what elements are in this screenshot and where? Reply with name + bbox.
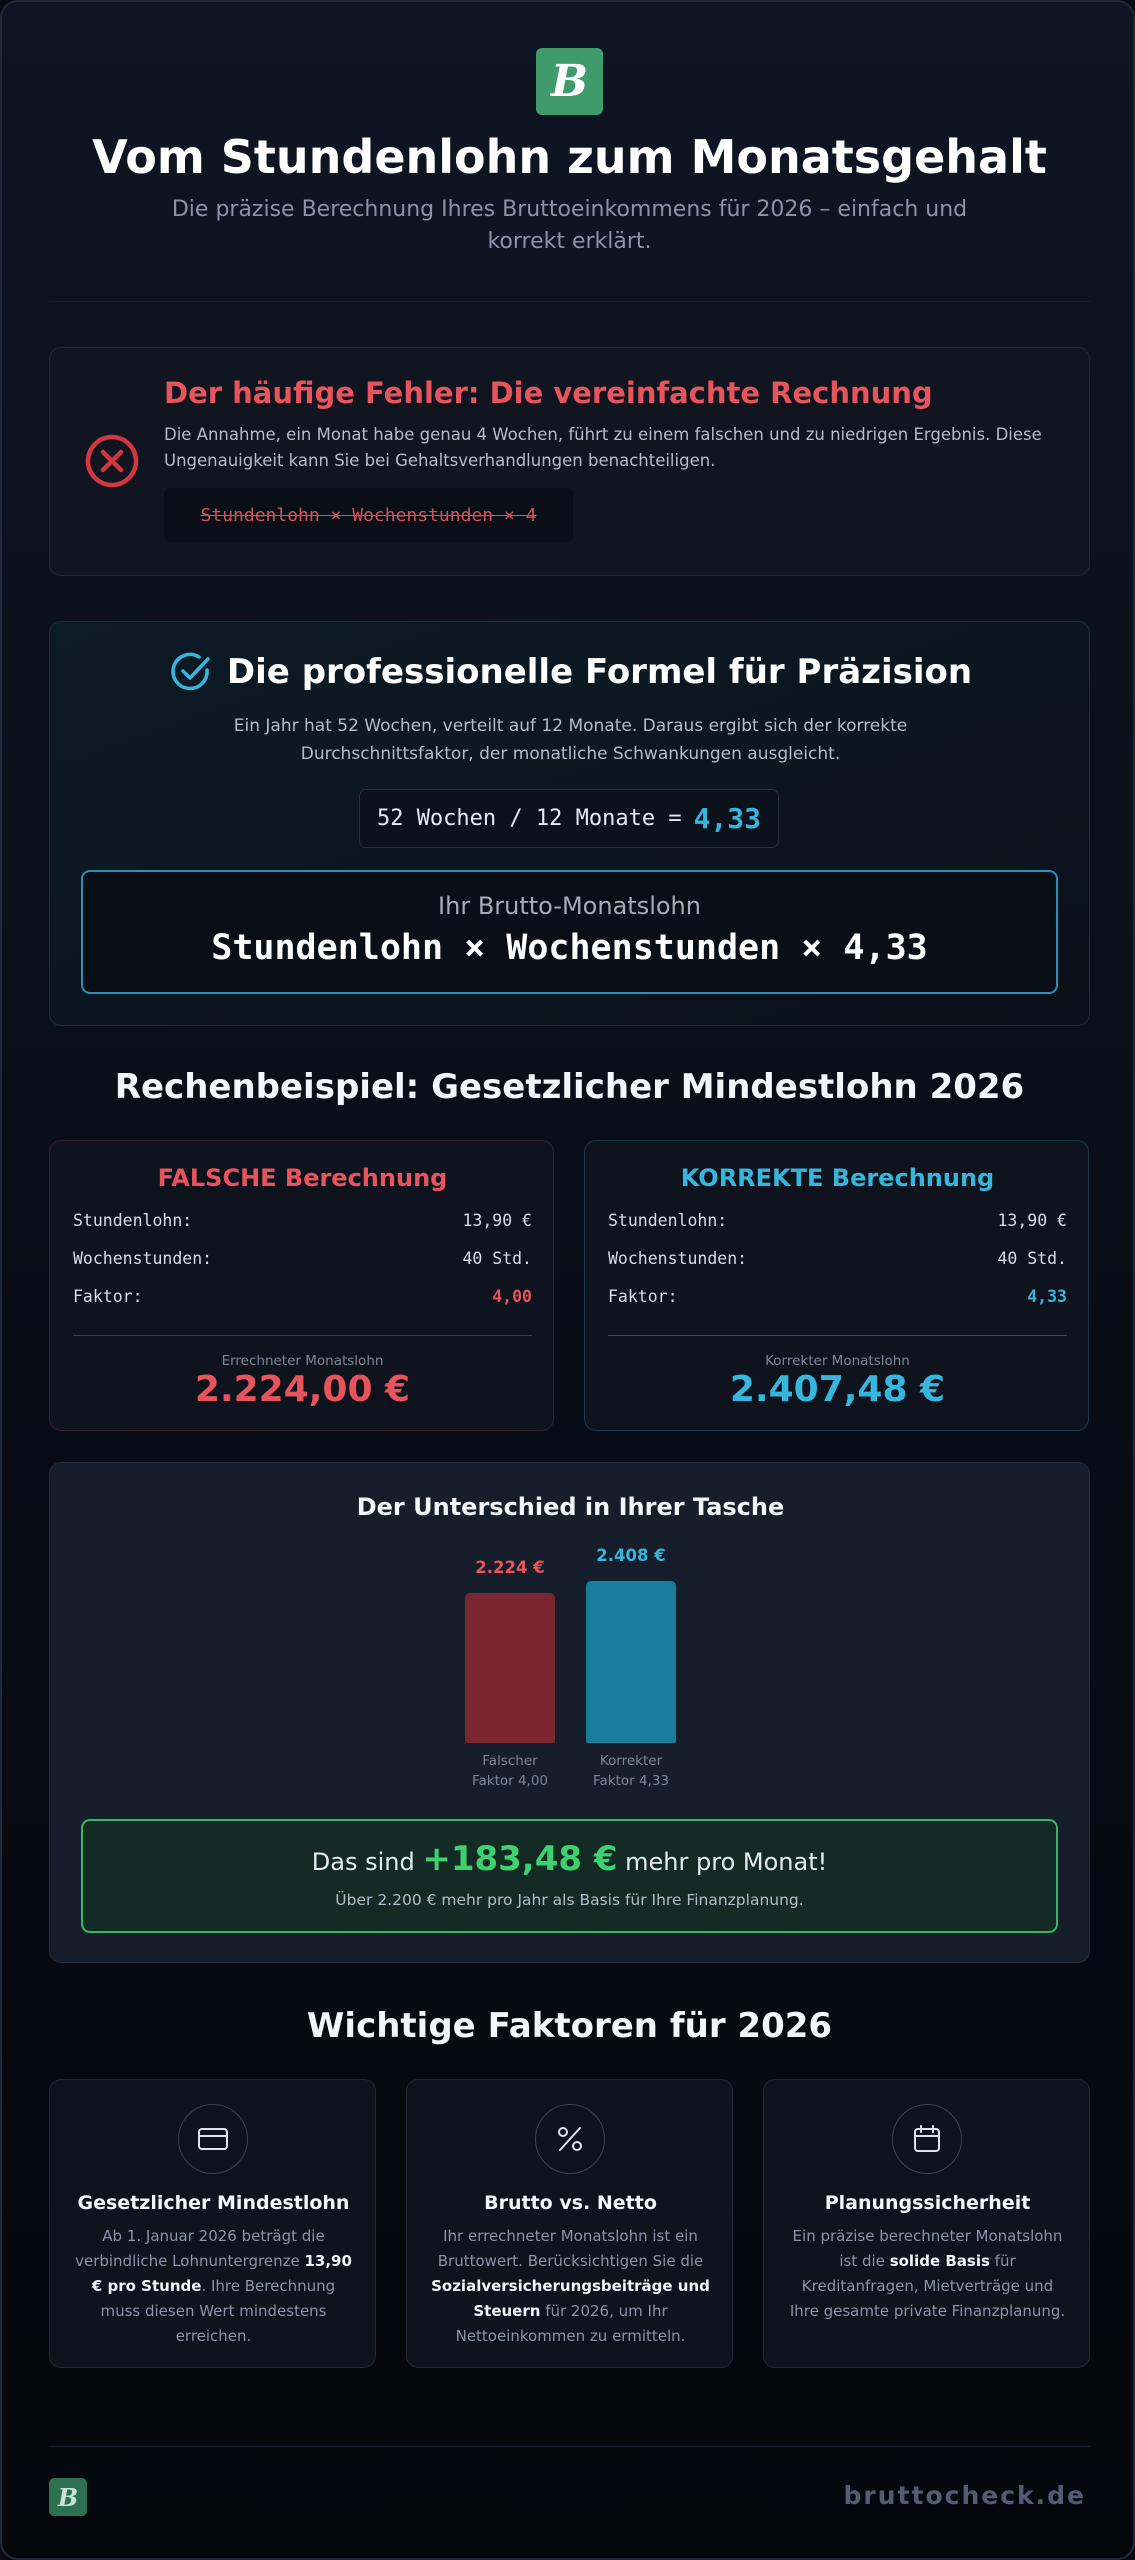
calc-row-value: 4,00 xyxy=(492,1287,532,1306)
factor-text-part: . Ihre Berechnung muss diesen Wert mindestens erreichen. xyxy=(100,2277,336,2345)
difference-card xyxy=(49,1462,1090,1963)
factor-text-part: Ihr errechneter Monatslohn ist ein Bruttowert. Berücksichtigen Sie die xyxy=(437,2227,704,2270)
factor-text-part: für Kreditanfragen, Mietverträge und Ihre gesamte private Finanzplanung. xyxy=(789,2252,1066,2320)
calc-row-label: Stundenlohn: xyxy=(73,1211,193,1230)
page-title: Vom Stundenlohn zum Monatsgehalt xyxy=(92,130,1047,184)
factor-text-part: für 2026, um Ihr Nettoeinkommen zu ermitteln. xyxy=(455,2302,686,2345)
calc-row-label: Faktor: xyxy=(73,1287,143,1306)
factor-text-part: Ein präzise berechneter Monatslohn ist die xyxy=(792,2227,1063,2270)
brutto-formula: Stundenlohn × Wochenstunden × 4,33 xyxy=(211,928,928,968)
divider xyxy=(608,1335,1067,1336)
factor-card-mindestlohn xyxy=(49,2079,376,2368)
calc-row xyxy=(608,1287,1067,1306)
divider xyxy=(49,2446,1090,2447)
bar-category-label: Falscher Faktor 4,00 xyxy=(471,1753,549,1789)
error-card xyxy=(49,347,1090,576)
gain-box xyxy=(81,1819,1058,1933)
gain-line xyxy=(83,1839,1056,1879)
wrong-calculation-card xyxy=(49,1140,554,1431)
ratio-text: 52 Wochen / 12 Monate = xyxy=(376,806,682,831)
formula-title: Die professionelle Formel für Präzision xyxy=(226,652,973,692)
factor-text-bold: 13,90 € pro Stunde xyxy=(91,2252,352,2295)
calc-row-value: 13,90 € xyxy=(997,1211,1067,1230)
correct-calc-title: KORREKTE Berechnung xyxy=(680,1164,995,1192)
factor-title: Planungssicherheit xyxy=(824,2192,1031,2214)
calc-row xyxy=(608,1249,1067,1268)
bar-correct xyxy=(586,1581,676,1743)
error-title: Der häufige Fehler: Die vereinfachte Rechnung xyxy=(164,376,933,410)
check-circle-icon xyxy=(169,650,213,694)
factors-title: Wichtige Faktoren für 2026 xyxy=(306,2006,833,2046)
factor-text-bold: solide Basis xyxy=(889,2252,990,2270)
gain-amount: +183,48 € xyxy=(422,1839,618,1879)
wrong-result-label: Errechneter Monatslohn xyxy=(221,1353,384,1369)
credit-card-icon xyxy=(178,2104,248,2174)
divider xyxy=(49,301,1090,302)
logo-letter: B xyxy=(550,56,589,107)
factor-text-part: Ab 1. Januar 2026 beträgt die verbindliche Lohnuntergrenze xyxy=(75,2227,325,2270)
calc-row-value: 40 Std. xyxy=(997,1249,1067,1268)
wrong-result-value: 2.224,00 € xyxy=(194,1369,411,1410)
error-text: Die Annahme, ein Monat habe genau 4 Wochen, führt zu einem falschen und zu niedrigen Ergebnis. Diese Ungenauigkeit kann Sie bei Gehaltsverhandlungen benachteiligen. xyxy=(164,425,1042,470)
brand-logo xyxy=(536,48,603,115)
calc-row-label: Faktor: xyxy=(608,1287,678,1306)
wrong-formula: Stundenlohn × Wochenstunden × 4 xyxy=(164,488,573,542)
factor-text xyxy=(74,2224,353,2349)
calc-row-value: 4,33 xyxy=(1027,1287,1067,1306)
factor-text xyxy=(788,2224,1067,2324)
factor-card-brutto-netto xyxy=(406,2079,733,2368)
calc-row-value: 13,90 € xyxy=(462,1211,532,1230)
calc-row xyxy=(73,1287,532,1306)
gain-suffix: mehr pro Monat! xyxy=(625,1848,828,1876)
footer-logo-letter: B xyxy=(57,2482,79,2512)
gain-prefix: Das sind xyxy=(311,1848,415,1876)
calc-row-label: Stundenlohn: xyxy=(608,1211,728,1230)
footer-domain[interactable]: bruttocheck.de xyxy=(843,2481,1086,2510)
calc-row xyxy=(73,1211,532,1230)
calc-row xyxy=(73,1249,532,1268)
chart-title: Der Unterschied in Ihrer Tasche xyxy=(356,1493,785,1521)
calc-row-value: 40 Std. xyxy=(462,1249,532,1268)
formula-heading xyxy=(50,650,1091,694)
calc-row-label: Wochenstunden: xyxy=(608,1249,748,1268)
formula-text: Ein Jahr hat 52 Wochen, verteilt auf 12 Monate. Daraus ergibt sich der korrekte Durchschnittsfaktor, der monatliche Schwankungen ausgleicht. xyxy=(233,716,908,764)
example-title: Rechenbeispiel: Gesetzlicher Mindestlohn 2026 xyxy=(114,1067,1025,1107)
factor-text-bold: Sozialversicherungsbeiträge und Steuern xyxy=(431,2277,710,2320)
factor-text xyxy=(431,2224,710,2349)
gain-subtext: Über 2.200 € mehr pro Jahr als Basis für Ihre Finanzplanung. xyxy=(335,1891,804,1909)
bar-wrong xyxy=(465,1593,555,1743)
x-circle-icon xyxy=(84,433,140,489)
page-subtitle: Die präzise Berechnung Ihres Bruttoeinkommens für 2026 – einfach und korrekt erklärt. xyxy=(171,197,968,254)
brutto-formula-box xyxy=(81,870,1058,994)
calendar-icon xyxy=(892,2104,962,2174)
correct-result-value: 2.407,48 € xyxy=(729,1369,946,1410)
brutto-label: Ihr Brutto-Monatslohn xyxy=(438,892,701,920)
wrong-calc-title: FALSCHE Berechnung xyxy=(157,1164,448,1192)
bar-category-label: Korrekter Faktor 4,33 xyxy=(592,1753,670,1789)
divider xyxy=(73,1335,532,1336)
correct-result-label: Korrekter Monatslohn xyxy=(765,1353,910,1369)
calc-row xyxy=(608,1211,1067,1230)
ratio-value: 4,33 xyxy=(693,802,762,835)
factor-title: Gesetzlicher Mindestlohn xyxy=(77,2192,350,2214)
bar-value-label: 2.224 € xyxy=(475,1558,545,1577)
formula-card xyxy=(49,621,1090,1026)
footer-logo xyxy=(49,2478,87,2516)
percent-icon xyxy=(535,2104,605,2174)
calc-row-label: Wochenstunden: xyxy=(73,1249,213,1268)
factor-card-planung xyxy=(763,2079,1090,2368)
bar-value-label: 2.408 € xyxy=(596,1546,666,1565)
factor-title: Brutto vs. Netto xyxy=(484,2192,657,2214)
ratio-box xyxy=(359,789,779,848)
correct-calculation-card xyxy=(584,1140,1089,1431)
